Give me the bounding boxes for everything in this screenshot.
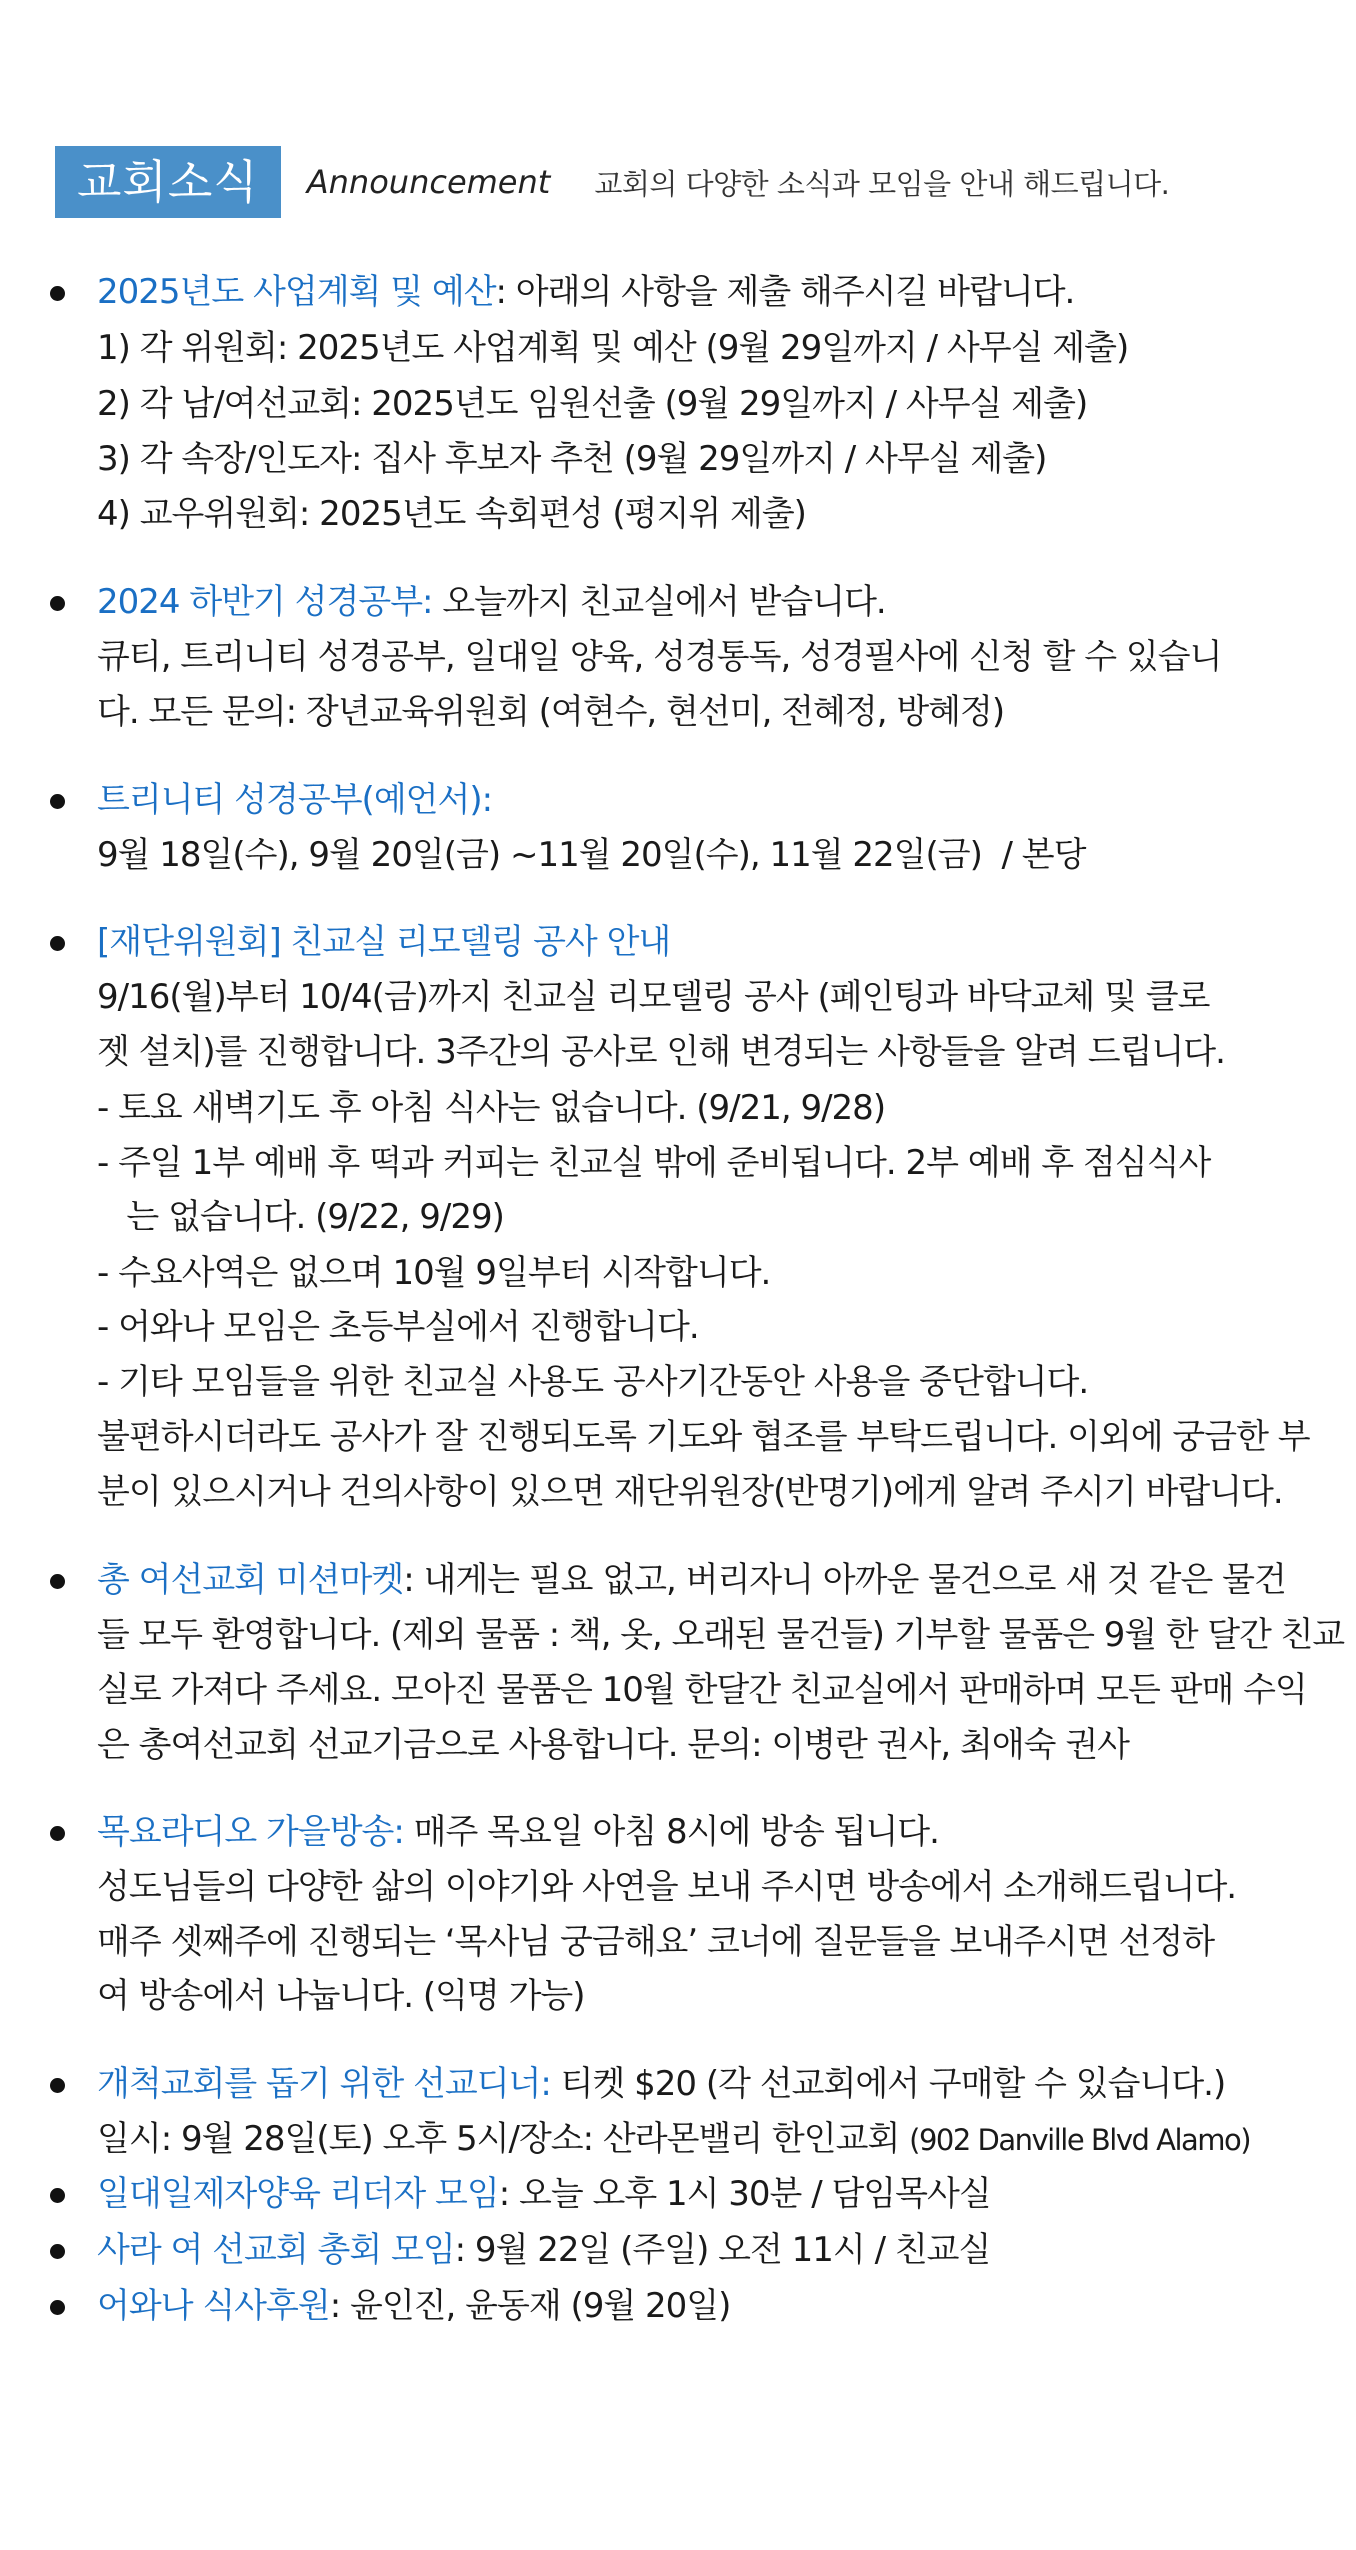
announcement-text: 3) 각 속장/인도자: 집사 후보자 추천 (9월 29일까지 / 사무실 제출) [97,439,1047,479]
announcement-text: 실로 가져다 주세요. 모아진 물품은 10월 한달간 친교실에서 판매하며 모든 판매 수익 [97,1670,1307,1710]
bullet-icon [50,596,65,611]
announcement-heading: 개척교회를 돕기 위한 선교디너: [97,2064,551,2104]
announcement-line [97,1615,1344,1655]
announcement-line [97,2230,990,2270]
announcement-line [97,1032,1225,1072]
bullet-icon [50,936,65,951]
announcement-line [97,692,1004,732]
bullet-icon [50,286,65,301]
bullet-icon [50,1826,65,1841]
announcement-heading: 2024 하반기 성경공부: [97,582,433,622]
announcement-text: 여 방송에서 나눕니다. (익명 가능) [97,1976,585,2016]
announcement-text: 일시: 9월 28일(토) 오후 5시/장소: 산라몬밸리 한인교회 [97,2119,910,2159]
announcement-text: - 기타 모임들을 위한 친교실 사용도 공사기간동안 사용을 중단합니다. [97,1362,1089,1402]
announcement-text: 젯 설치)를 진행합니다. 3주간의 공사로 인해 변경되는 사항들을 알려 드립니다. [97,1032,1225,1072]
announcement-line [97,780,492,820]
announcement-text: 9월 18일(수), 9월 20일(금) ~11월 20일(수), 11월 22일(금) / 본당 [97,835,1086,875]
announcement-text: : 오늘 오후 1시 30분 / 담임목사실 [498,2174,991,2214]
announcement-line [97,1670,1307,1710]
announcement-line [97,977,1209,1017]
section-description: 교회의 다양한 소식과 모임을 안내 해드립니다. [594,166,1170,201]
announcement-line [97,2119,1250,2160]
announcement-line [97,494,806,534]
announcement-line [97,2174,991,2214]
announcement-text: 큐티, 트리니티 성경공부, 일대일 양육, 성경통독, 성경필사에 신청 할 수 있습니 [97,637,1222,677]
bullet-icon [50,2188,65,2203]
announcement-text: 불편하시더라도 공사가 잘 진행되도록 기도와 협조를 부탁드립니다. 이외에 궁금한 부 [97,1417,1310,1457]
bullet-icon [50,1574,65,1589]
announcement-line [97,582,886,622]
announcement-text: 오늘까지 친교실에서 받습니다. [432,582,886,622]
announcement-text: : 내게는 필요 없고, 버리자니 아까운 물건으로 새 것 같은 물건 [403,1560,1286,1600]
address-text: (902 Danville Blvd Alamo) [909,2123,1251,2157]
announcement-text: - 어와나 모임은 초등부실에서 진행합니다. [97,1307,699,1347]
announcement-text: 분이 있으시거나 건의사항이 있으면 재단위원장(반명기)에게 알려 주시기 바랍니다. [97,1472,1283,1512]
announcement-line [97,1143,1210,1183]
announcement-heading: 어와나 식사후원 [97,2286,330,2326]
section-header [55,146,1169,218]
announcement-line [97,1812,939,1852]
announcement-line [97,272,1074,312]
announcement-line [97,1307,699,1347]
announcement-line [97,1088,885,1128]
bullet-icon [50,2078,65,2093]
announcement-line [97,2286,730,2326]
announcement-text: 1) 각 위원회: 2025년도 사업계획 및 예산 (9월 29일까지 / 사무실 제출) [97,328,1129,368]
announcement-text: 은 총여선교회 선교기금으로 사용합니다. 문의: 이병란 권사, 최애숙 권사 [97,1725,1130,1765]
announcement-heading: 사라 여 선교회 총회 모임 [97,2230,455,2270]
announcement-text: 는 없습니다. (9/22, 9/29) [97,1197,504,1237]
announcement-text: 9/16(월)부터 10/4(금)까지 친교실 리모델링 공사 (페인팅과 바닥교체 및 클로 [97,977,1210,1017]
announcement-heading: 트리니티 성경공부(예언서): [97,780,493,820]
announcement-line [97,1867,1236,1907]
announcement-text: 다. 모든 문의: 장년교육위원회 (여현수, 현선미, 전혜정, 방혜정) [97,692,1005,732]
announcement-text: - 수요사역은 없으며 10월 9일부터 시작합니다. [97,1253,771,1293]
announcement-heading: 일대일제자양육 리더자 모임 [97,2174,499,2214]
announcement-heading: 목요라디오 가을방송: [97,1812,404,1852]
announcement-line [97,384,1087,424]
announcement-text: 성도님들의 다양한 삶의 이야기와 사연을 보내 주시면 방송에서 소개해드립니다. [97,1867,1237,1907]
announcement-line [97,835,1085,875]
announcement-heading: [재단위원회] 친교실 리모델링 공사 안내 [97,922,671,962]
announcement-text: : 9월 22일 (주일) 오전 11시 / 친교실 [454,2230,991,2270]
announcement-text: : 윤인진, 윤동재 (9월 20일) [329,2286,731,2326]
bullet-icon [50,2244,65,2259]
announcement-text: 2) 각 남/여선교회: 2025년도 임원선출 (9월 29일까지 / 사무실 제출) [97,384,1088,424]
announcement-line [97,1922,1214,1962]
announcement-line [97,439,1046,479]
section-english-title: Announcement [306,163,551,201]
announcement-line [97,1417,1310,1457]
announcement-line [97,637,1221,677]
bullet-icon [50,2300,65,2315]
announcement-text: 매주 셋째주에 진행되는 ‘목사님 궁금해요’ 코너에 질문들을 보내주시면 선정하 [97,1922,1215,1962]
announcement-line [97,1976,585,2016]
section-title-badge: 교회소식 [55,146,281,218]
announcement-heading: 총 여선교회 미션마켓 [97,1560,404,1600]
announcement-line [97,1197,504,1237]
announcement-line [97,1725,1129,1765]
announcement-line [97,1362,1088,1402]
announcement-text: 매주 목요일 아침 8시에 방송 됩니다. [403,1812,939,1852]
announcement-line [97,1472,1283,1512]
announcement-text: 4) 교우위원회: 2025년도 속회편성 (평지위 제출) [97,494,806,534]
announcement-line [97,1253,770,1293]
announcement-text: - 토요 새벽기도 후 아침 식사는 없습니다. (9/21, 9/28) [97,1088,886,1128]
announcement-text: : 아래의 사항을 제출 해주시길 바랍니다. [495,272,1075,312]
announcement-text: 티켓 $20 (각 선교회에서 구매할 수 있습니다.) [550,2064,1226,2104]
announcement-line [97,1560,1286,1600]
announcement-line [97,328,1128,368]
announcement-heading: 2025년도 사업계획 및 예산 [97,272,496,312]
announcement-text: 들 모두 환영합니다. (제외 물품 : 책, 옷, 오래된 물건들) 기부할 물품은 9월 한 달간 친교 [97,1615,1345,1655]
announcement-line [97,2064,1225,2104]
announcement-line [97,922,670,962]
bullet-icon [50,794,65,809]
announcement-text: - 주일 1부 예배 후 떡과 커피는 친교실 밖에 준비됩니다. 2부 예배 후 점심식사 [97,1143,1211,1183]
